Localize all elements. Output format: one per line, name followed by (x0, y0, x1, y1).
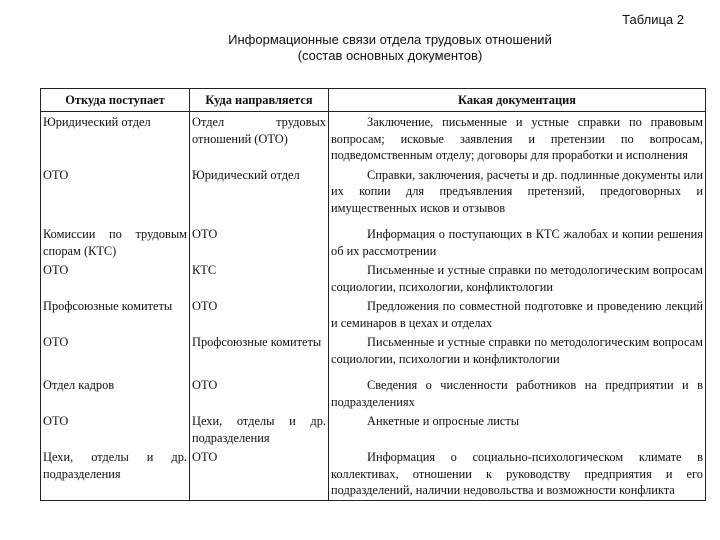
cell-from: Юридический отдел (41, 112, 190, 165)
cell-docs: Письменные и устные справки по методологическим вопросам социологии, психологии и конфликтологии (329, 332, 706, 368)
table-row (41, 260, 706, 296)
cell-from: Профсоюзные комитеты (41, 296, 190, 332)
cell-docs: Письменные и устные справки по методологическим вопросам социологии, психологии, конфликтологии (329, 260, 706, 296)
cell-to: Отдел трудовых отношений (ОТО) (190, 112, 329, 165)
cell-to: Юридический отдел (190, 165, 329, 218)
table-row (41, 332, 706, 368)
cell-to: Профсоюзные комитеты (190, 332, 329, 368)
cell-to: ОТО (190, 447, 329, 500)
cell-from: Комиссии по трудовым спорам (КТС) (41, 217, 190, 260)
header-docs: Какая документация (329, 89, 706, 112)
cell-docs: Информация о социально-психологическом климате в коллективах, отношении к руководству предприятия и его подразделений, наличии недовольства и возможности конфликта (329, 447, 706, 500)
table-number: Таблица 2 (622, 12, 684, 27)
documents-table (40, 88, 706, 501)
table-row (41, 411, 706, 447)
cell-to: КТС (190, 260, 329, 296)
cell-to: ОТО (190, 217, 329, 260)
cell-docs: Сведения о численности работников на предприятии и в подразделениях (329, 368, 706, 411)
cell-to: Цехи, отделы и др. подразделения (190, 411, 329, 447)
table-row (41, 217, 706, 260)
table-header-row (41, 89, 706, 112)
cell-from: ОТО (41, 165, 190, 218)
cell-to: ОТО (190, 296, 329, 332)
table-subtitle: (состав основных документов) (297, 48, 483, 63)
cell-from: ОТО (41, 332, 190, 368)
cell-from: Цехи, отделы и др. подразделения (41, 447, 190, 500)
cell-docs: Информация о поступающих в КТС жалобах и копии решения об их рассмотрении (329, 217, 706, 260)
table-row (41, 112, 706, 165)
cell-docs: Справки, заключения, расчеты и др. подлинные документы или их копии для предъявления претензий, предоговорных и имущественных исков и отзывов (329, 165, 706, 218)
table-row (41, 165, 706, 218)
cell-to: ОТО (190, 368, 329, 411)
table-row (41, 296, 706, 332)
cell-from: ОТО (41, 260, 190, 296)
cell-docs: Заключение, письменные и устные справки по правовым вопросам; исковые заявления и претензии по вопросам, подведомственным отделу; договоры для проработки и исполнения (329, 112, 706, 165)
table-title: Информационные связи отдела трудовых отношений (228, 32, 552, 47)
table-row (41, 368, 706, 411)
cell-docs: Предложения по совместной подготовке и проведению лекций и семинаров в цехах и отделах (329, 296, 706, 332)
cell-from: Отдел кадров (41, 368, 190, 411)
header-to: Куда направляется (190, 89, 329, 112)
cell-docs: Анкетные и опросные листы (329, 411, 706, 447)
header-from: Откуда поступает (41, 89, 190, 112)
table-row (41, 447, 706, 500)
cell-from: ОТО (41, 411, 190, 447)
